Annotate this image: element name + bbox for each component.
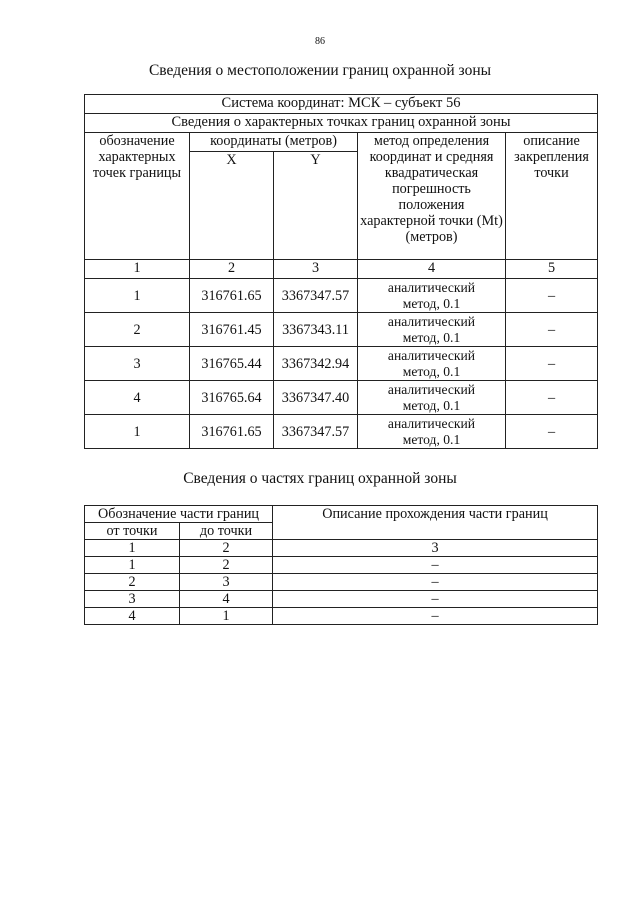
header-x: X xyxy=(190,152,274,260)
method-cell xyxy=(358,313,506,347)
header-point-designation: обозначение характерных точек границы xyxy=(85,133,190,260)
description-cell: – xyxy=(506,347,598,381)
header-coordinates: координаты (метров) xyxy=(190,133,358,152)
header-description: описание закрепления точки xyxy=(506,133,598,260)
method-cell xyxy=(358,381,506,415)
to-cell: 4 xyxy=(180,591,273,608)
y-cell: 3367342.94 xyxy=(274,347,358,381)
method-line1: аналитический xyxy=(387,279,476,295)
page-number: 86 xyxy=(315,36,325,47)
table-row xyxy=(85,591,598,608)
y-cell: 3367343.11 xyxy=(274,313,358,347)
column-number: 2 xyxy=(180,540,273,557)
to-cell: 2 xyxy=(180,557,273,574)
to-cell: 3 xyxy=(180,574,273,591)
coordinate-system-cell: Система координат: МСК – субъект 56 xyxy=(85,95,598,114)
from-cell: 4 xyxy=(85,608,180,625)
x-cell: 316761.65 xyxy=(190,415,274,449)
column-number: 3 xyxy=(273,540,598,557)
y-cell: 3367347.40 xyxy=(274,381,358,415)
method-line2: метод, 0.1 xyxy=(402,363,461,379)
characteristic-points-table xyxy=(84,94,598,449)
table-row xyxy=(85,415,598,449)
column-number: 3 xyxy=(274,260,358,279)
from-cell: 3 xyxy=(85,591,180,608)
column-number: 5 xyxy=(506,260,598,279)
y-cell: 3367347.57 xyxy=(274,415,358,449)
x-cell: 316765.44 xyxy=(190,347,274,381)
part-description-cell: – xyxy=(273,591,598,608)
header-method: метод определения координат и средняя квадратическая погрешность положения характерной точки (Mt) (метров) xyxy=(358,133,506,260)
point-cell: 2 xyxy=(85,313,190,347)
method-line2: метод, 0.1 xyxy=(402,295,461,311)
boundary-parts-table xyxy=(84,505,598,625)
y-cell: 3367347.57 xyxy=(274,279,358,313)
method-line1: аналитический xyxy=(387,313,476,329)
method-line2: метод, 0.1 xyxy=(402,397,461,413)
to-cell: 1 xyxy=(180,608,273,625)
table-row xyxy=(85,347,598,381)
header-part-designation: Обозначение части границ xyxy=(85,506,273,523)
point-cell: 1 xyxy=(85,415,190,449)
point-cell: 4 xyxy=(85,381,190,415)
description-cell: – xyxy=(506,313,598,347)
part-description-cell: – xyxy=(273,608,598,625)
header-part-description: Описание прохождения части границ xyxy=(273,506,598,540)
method-line1: аналитический xyxy=(387,415,476,431)
method-cell xyxy=(358,279,506,313)
method-cell xyxy=(358,347,506,381)
method-line2: метод, 0.1 xyxy=(402,431,461,447)
header-from-point: от точки xyxy=(85,523,180,540)
from-cell: 1 xyxy=(85,557,180,574)
method-line2: метод, 0.1 xyxy=(402,329,461,345)
point-cell: 1 xyxy=(85,279,190,313)
method-line1: аналитический xyxy=(387,381,476,397)
column-number: 1 xyxy=(85,540,180,557)
header-to-point: до точки xyxy=(180,523,273,540)
x-cell: 316761.45 xyxy=(190,313,274,347)
column-number: 4 xyxy=(358,260,506,279)
description-cell: – xyxy=(506,415,598,449)
point-cell: 3 xyxy=(85,347,190,381)
header-y: Y xyxy=(274,152,358,260)
x-cell: 316761.65 xyxy=(190,279,274,313)
description-cell: – xyxy=(506,279,598,313)
x-cell: 316765.64 xyxy=(190,381,274,415)
section-title-boundary-parts: Сведения о частях границ охранной зоны xyxy=(183,470,457,487)
method-cell xyxy=(358,415,506,449)
table-subtitle-cell: Сведения о характерных точках границ охранной зоны xyxy=(85,114,598,133)
table-row xyxy=(85,279,598,313)
table-row xyxy=(85,608,598,625)
column-number: 1 xyxy=(85,260,190,279)
description-cell: – xyxy=(506,381,598,415)
part-description-cell: – xyxy=(273,557,598,574)
table-row xyxy=(85,313,598,347)
table-row xyxy=(85,574,598,591)
section-title-boundaries: Сведения о местоположении границ охранной зоны xyxy=(148,62,492,79)
table-row xyxy=(85,557,598,574)
method-line1: аналитический xyxy=(387,347,476,363)
column-number: 2 xyxy=(190,260,274,279)
part-description-cell: – xyxy=(273,574,598,591)
from-cell: 2 xyxy=(85,574,180,591)
table-row xyxy=(85,381,598,415)
